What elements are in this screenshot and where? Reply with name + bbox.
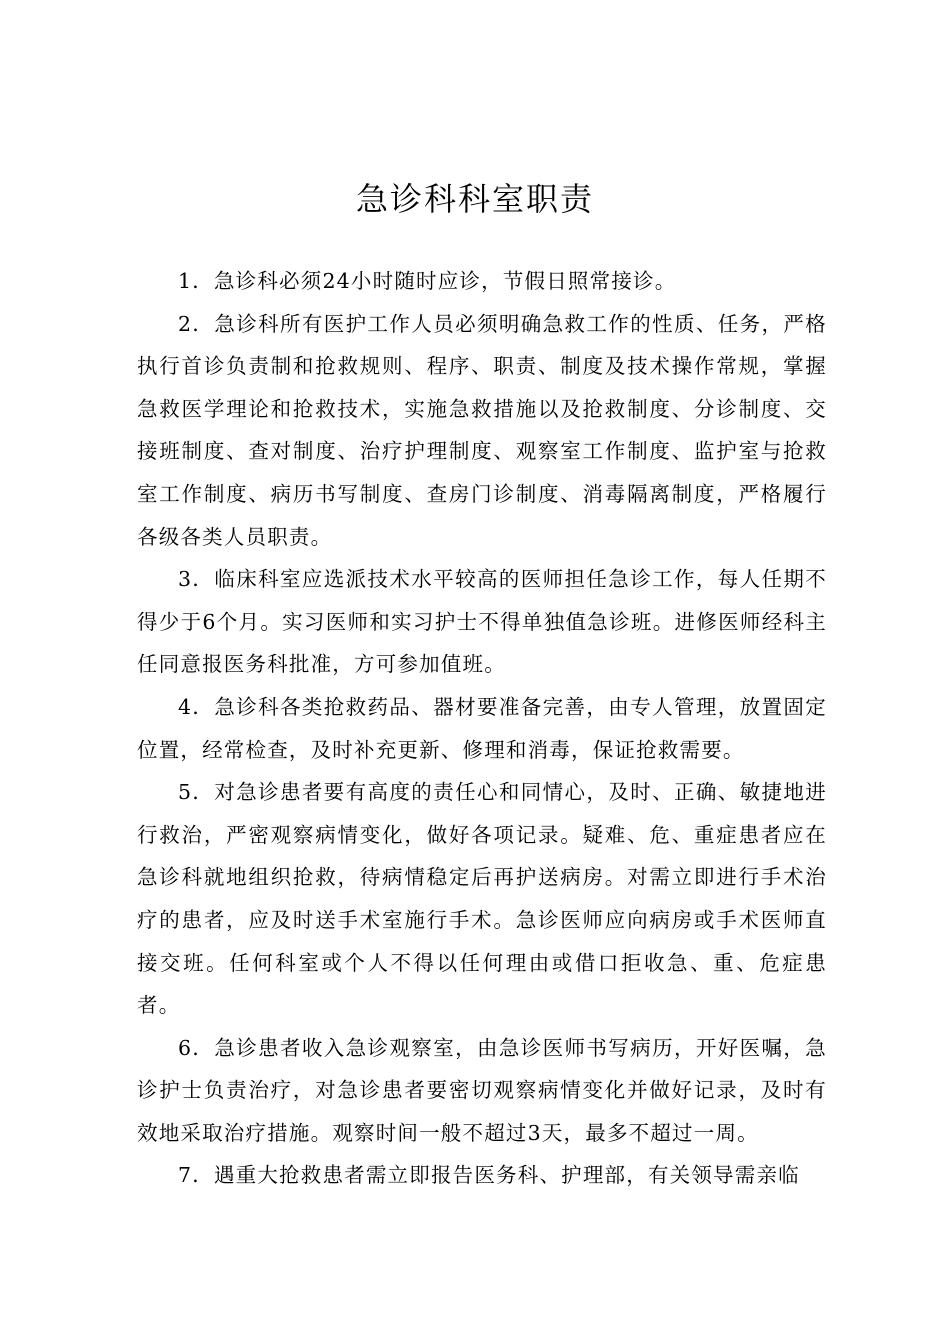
- document-body: [137, 260, 827, 1197]
- paragraph-2: 2．急诊科所有医护工作人员必须明确急救工作的性质、任务，严格执行首诊负责制和抢救规则、程序、职责、制度及技术操作常规，掌握急救医学理论和抢救技术，实施急救措施以及抢救制度、分诊制度、交接班制度、查对制度、治疗护理制度、观察室工作制度、监护室与抢救室工作制度、病历书写制度、查房门诊制度、消毒隔离制度，严格履行各级各类人员职责。: [137, 311, 827, 549]
- paragraph-4: 4．急诊科各类抢救药品、器材要准备完善，由专人管理，放置固定位置，经常检查，及时补充更新、修理和消毒，保证抢救需要。: [137, 694, 827, 762]
- paragraph-5: 5．对急诊患者要有高度的责任心和同情心，及时、正确、敏捷地进行救治，严密观察病情变化，做好各项记录。疑难、危、重症患者应在急诊科就地组织抢救，待病情稳定后再护送病房。对需立即进行手术治疗的患者，应及时送手术室施行手术。急诊医师应向病房或手术医师直接交班。任何科室或个人不得以任何理由或借口拒收急、重、危症患者。: [137, 780, 827, 1018]
- paragraph-6: 6．急诊患者收入急诊观察室，由急诊医师书写病历，开好医嘱，急诊护士负责治疗，对急诊患者要密切观察病情变化并做好记录，及时有效地采取治疗措施。观察时间一般不超过3天，最多不超过一周。: [137, 1035, 827, 1145]
- document-title: 急诊科科室职责: [355, 180, 594, 218]
- paragraph-1: 1．急诊科必须24小时随时应诊，节假日照常接诊。: [178, 269, 677, 293]
- paragraph-3: 3．临床科室应选派技术水平较高的医师担任急诊工作，每人任期不得少于6个月。实习医师和实习护士不得单独值急诊班。进修医师经科主任同意报医务科批准，方可参加值班。: [137, 567, 827, 677]
- paragraph-7: 7．遇重大抢救患者需立即报告医务科、护理部，有关领导需亲临: [178, 1163, 800, 1188]
